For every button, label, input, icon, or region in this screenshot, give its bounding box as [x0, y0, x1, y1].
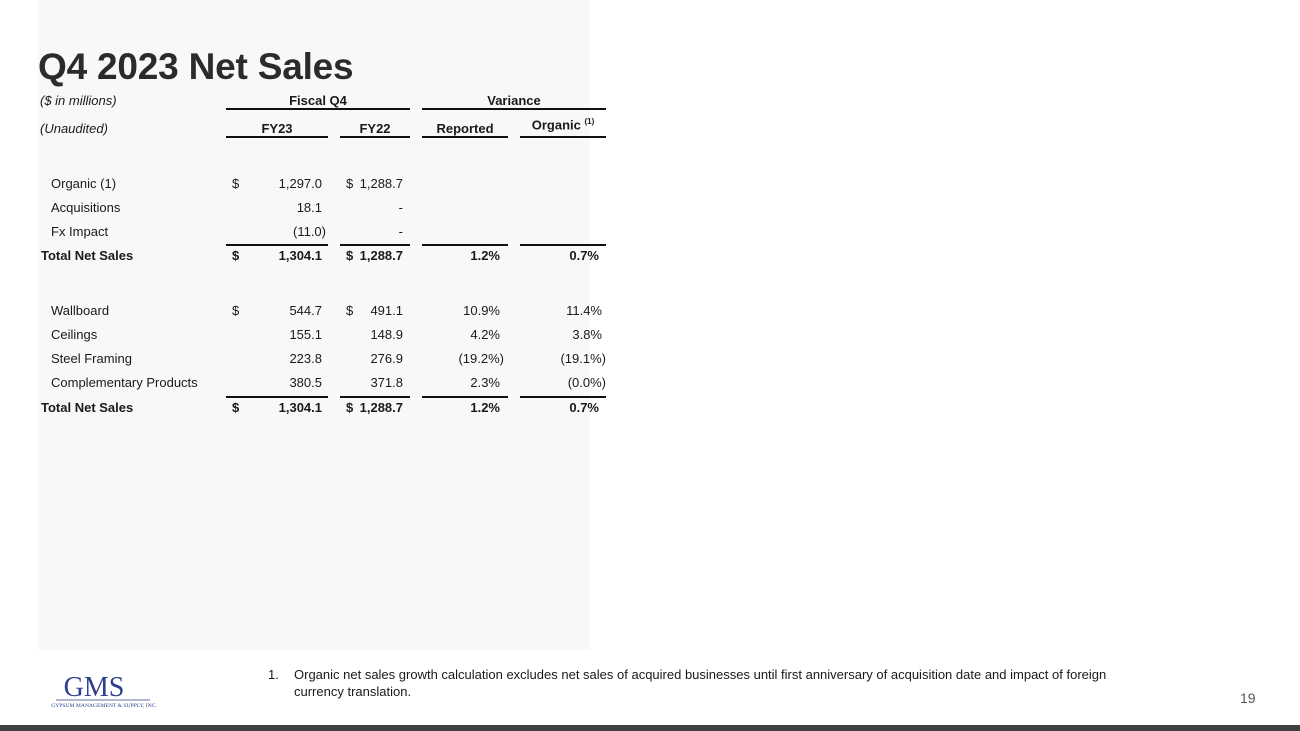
- fy23-header: FY23: [261, 121, 293, 136]
- fy23-value: 223.8: [289, 351, 322, 366]
- currency-symbol: $: [232, 248, 240, 263]
- fy23-value: 380.5: [289, 375, 322, 390]
- fy22-value: 371.8: [370, 375, 403, 390]
- total-label: Total Net Sales: [41, 248, 134, 263]
- currency-symbol: $: [346, 176, 354, 191]
- currency-symbol: $: [232, 400, 240, 415]
- reported-underline: [422, 136, 508, 138]
- organic-value: (19.1%): [560, 351, 606, 366]
- row-label: Ceilings: [51, 327, 98, 342]
- organic-value: 11.4%: [566, 303, 602, 318]
- fiscal-q4-header: Fiscal Q4: [289, 93, 347, 108]
- total-rule: [422, 396, 508, 398]
- fy22-value: 491.1: [370, 303, 403, 318]
- currency-symbol: $: [232, 303, 240, 318]
- fy22-value: -: [398, 200, 403, 215]
- fy22-value: 148.9: [370, 327, 403, 342]
- fy22-value: -: [398, 224, 403, 239]
- logo-mark: GMS: [63, 672, 125, 703]
- variance-underline: [422, 108, 606, 110]
- total-rule: [520, 244, 606, 246]
- fy22-value: 1,288.7: [359, 248, 403, 263]
- organic-value: 3.8%: [572, 327, 602, 342]
- fy22-header: FY22: [359, 121, 391, 136]
- fy22-value: 1,288.7: [359, 176, 403, 191]
- organic-header: Organic $^{(1)}$: [531, 117, 595, 133]
- organic-underline: [520, 136, 606, 138]
- unaudited-note: (Unaudited): [40, 121, 108, 136]
- currency-symbol: $: [232, 176, 240, 191]
- logo-tagline: GYPSUM MANAGEMENT & SUPPLY, INC.: [51, 703, 157, 709]
- currency-symbol: $: [346, 400, 354, 415]
- fy22-underline: [340, 136, 410, 138]
- fy23-underline: [226, 136, 328, 138]
- variance-header: Variance: [487, 93, 541, 108]
- total-label: Total Net Sales: [41, 400, 134, 415]
- row-label: Wallboard: [51, 303, 110, 318]
- reported-header: Reported: [436, 121, 494, 136]
- fy23-value: 1,304.1: [278, 400, 322, 415]
- total-rule: [422, 244, 508, 246]
- fy23-value: 1,304.1: [278, 248, 322, 263]
- bottom-bar: [0, 725, 1300, 731]
- currency-symbol: $: [346, 303, 354, 318]
- gms-logo: [50, 672, 160, 710]
- total-rule: [340, 244, 410, 246]
- organic-value: 0.7%: [569, 400, 599, 415]
- fiscal-q4-underline: [226, 108, 410, 110]
- units-note: ($ in millions): [40, 93, 117, 108]
- fy23-value: 544.7: [289, 303, 322, 318]
- total-rule: [226, 244, 328, 246]
- row-label: Complementary Products: [51, 375, 198, 390]
- fy22-value: 276.9: [370, 351, 403, 366]
- footnote-text: Organic net sales growth calculation excludes net sales of acquired businesses until first anniversary of acquisition date and impact of foreign currency translation.: [294, 667, 1107, 699]
- organic-value: (0.0%): [567, 375, 606, 390]
- reported-value: 1.2%: [470, 400, 500, 415]
- reported-value: 1.2%: [470, 248, 500, 263]
- row-label: Fx Impact: [51, 224, 109, 239]
- page-number: 19: [1240, 690, 1256, 706]
- fy23-value: 155.1: [289, 327, 322, 342]
- footnote-number: 1.: [268, 667, 279, 682]
- fy23-value: 18.1: [296, 200, 322, 215]
- fy22-value: 1,288.7: [359, 400, 403, 415]
- reported-value: 2.3%: [470, 375, 500, 390]
- reported-value: 10.9%: [463, 303, 500, 318]
- organic-value: 0.7%: [569, 248, 599, 263]
- page-title: Q4 2023 Net Sales: [38, 46, 354, 87]
- row-label: Steel Framing: [51, 351, 132, 366]
- reported-value: (19.2%): [458, 351, 504, 366]
- total-rule: [520, 396, 606, 398]
- reported-value: 4.2%: [470, 327, 500, 342]
- total-rule: [340, 396, 410, 398]
- row-label: Acquisitions: [51, 200, 121, 215]
- fy23-value: 1,297.0: [278, 176, 322, 191]
- fy23-value: (11.0): [293, 224, 326, 239]
- total-rule: [226, 396, 328, 398]
- row-label: Organic (1): [51, 176, 117, 191]
- currency-symbol: $: [346, 248, 354, 263]
